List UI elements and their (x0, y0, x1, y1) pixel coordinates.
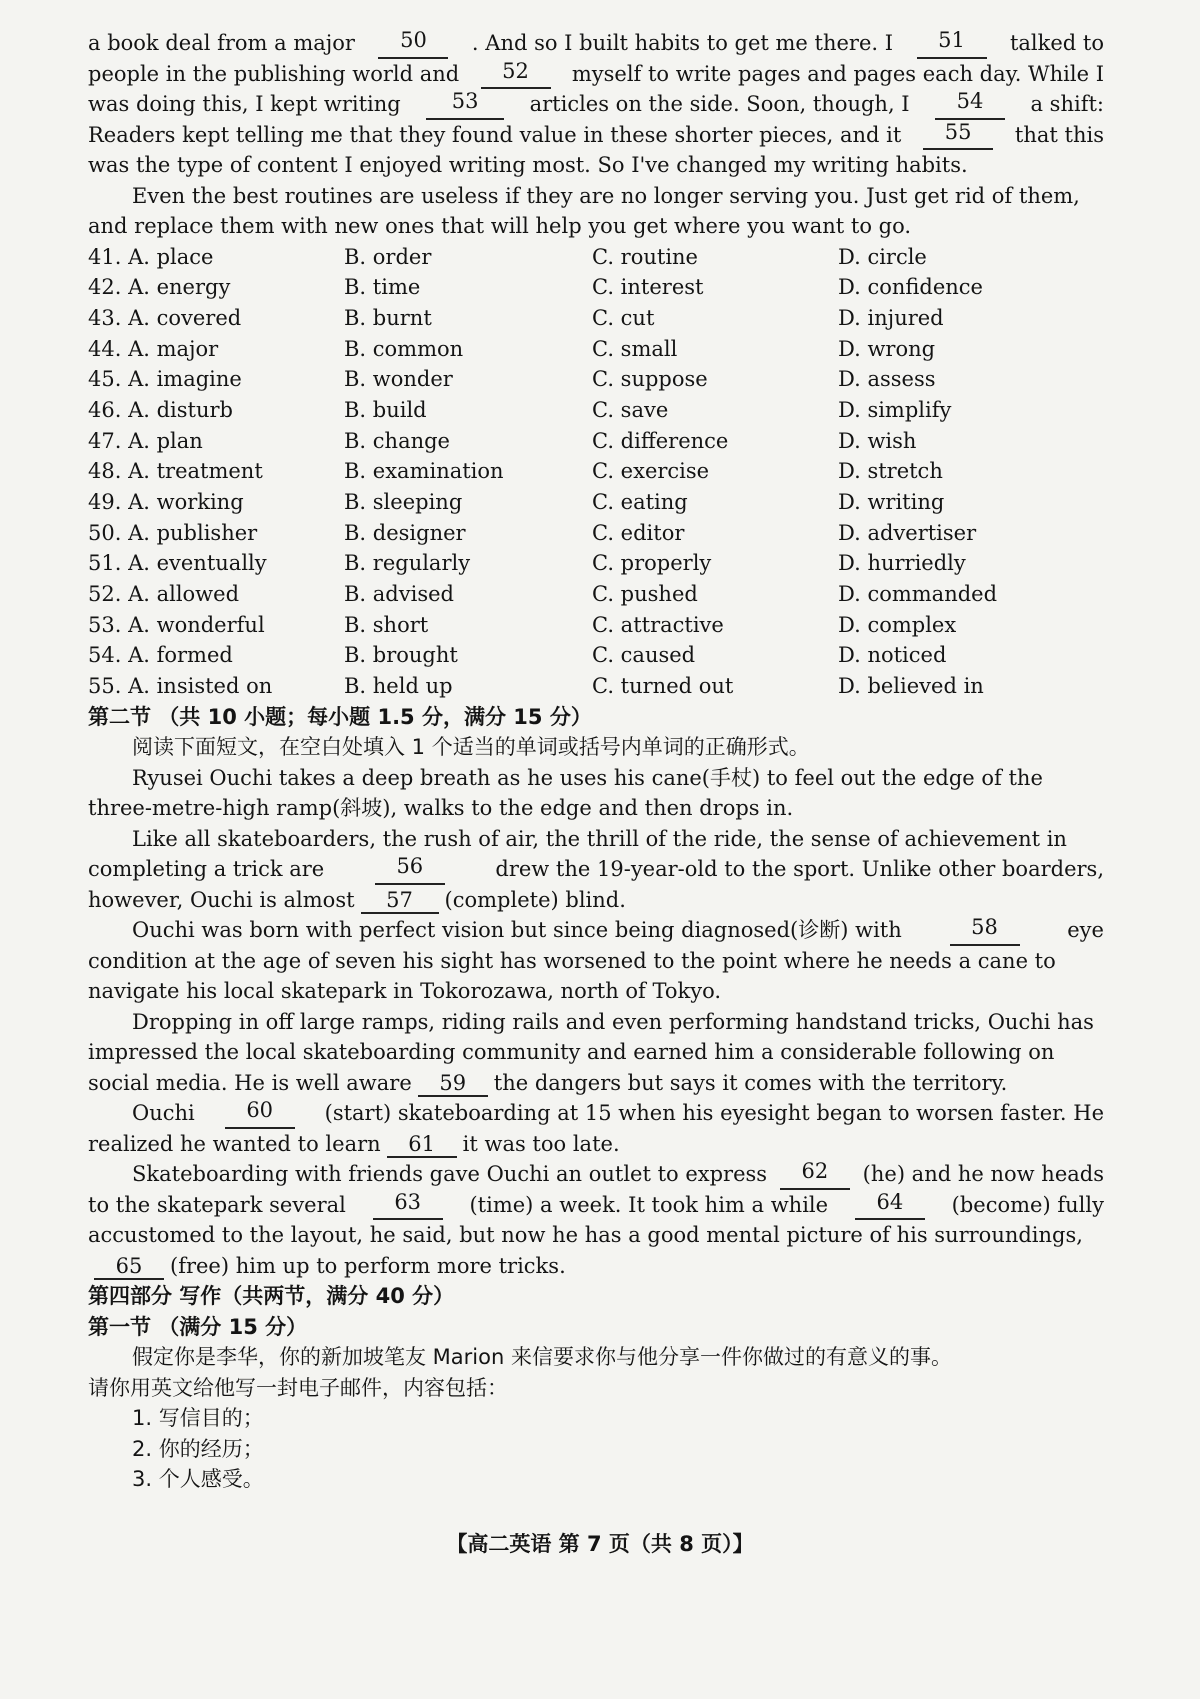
option-d: D. stretch (838, 459, 943, 484)
grammar-fill-passage (88, 763, 1104, 1282)
answer-blank-59: 59 (418, 1071, 488, 1097)
text-segment: to the skatepark several (88, 1192, 346, 1217)
answer-blank-60: 60 (225, 1098, 295, 1129)
text-segment: condition at the age of seven his sight has worsened to the point where he needs a cane to (88, 948, 1056, 973)
text-line (88, 1098, 1104, 1129)
question-row (88, 518, 1104, 549)
answer-blank-56: 56 (375, 854, 445, 885)
option-d: D. believed in (838, 674, 984, 699)
answer-blank-61: 61 (387, 1132, 457, 1158)
text-segment: social media. He is well aware (88, 1070, 412, 1095)
option-c: C. exercise (592, 459, 710, 484)
option-a: 55. A. insisted on (88, 674, 273, 699)
answer-blank-63: 63 (373, 1190, 443, 1221)
text-line (88, 1068, 1104, 1099)
option-c: C. caused (592, 643, 696, 668)
question-row (88, 640, 1104, 671)
answer-blank-57: 57 (361, 888, 439, 914)
option-b: B. short (344, 612, 429, 637)
option-d: D. assess (838, 367, 936, 392)
text-segment: (start) skateboarding at 15 when his eyesight began to worsen faster. He (324, 1101, 1104, 1126)
text-segment: Ouchi was born with perfect vision but since being diagnosed(诊断) with (132, 918, 902, 943)
text-segment: Dropping in off large ramps, riding rails and even performing handstand tricks, Ouchi has (132, 1009, 1094, 1034)
text-segment: articles on the side. Soon, though, I (529, 92, 910, 116)
option-c: C. properly (592, 551, 712, 576)
option-d: D. complex (838, 612, 957, 637)
option-c: C. difference (592, 428, 729, 453)
page-footer: 【高二英语 第 7 页（共 8 页）】 (446, 1532, 754, 1556)
text-line (88, 854, 1104, 885)
option-a: 43. A. covered (88, 305, 242, 330)
answer-blank-52: 52 (481, 59, 551, 90)
option-d: D. hurriedly (838, 551, 966, 576)
option-c: C. cut (592, 305, 655, 330)
answer-blank-54: 54 (935, 89, 1005, 120)
question-row (88, 610, 1104, 641)
text-line (88, 1159, 1104, 1190)
option-a: 46. A. disturb (88, 397, 233, 422)
passage-one-closing (88, 181, 1104, 242)
question-row (88, 303, 1104, 334)
option-d: D. injured (838, 305, 944, 330)
answer-blank-50: 50 (378, 28, 448, 59)
option-c: C. interest (592, 275, 704, 300)
option-c: C. small (592, 336, 678, 361)
option-c: C. eating (592, 490, 688, 514)
option-a: 45. A. imagine (88, 367, 242, 392)
text-line (88, 1007, 1104, 1038)
question-row (88, 487, 1104, 518)
text-line (88, 120, 1104, 151)
option-a: 48. A. treatment (88, 459, 263, 484)
answer-blank-58: 58 (950, 915, 1020, 946)
text-line (88, 763, 1104, 794)
text-line (88, 793, 1104, 824)
text-segment: (he) and he now heads (862, 1162, 1104, 1187)
text-segment: however, Ouchi is almost (88, 887, 355, 912)
option-d: D. wrong (838, 336, 936, 361)
option-b: B. advised (344, 582, 454, 607)
text-line (88, 59, 1104, 90)
option-c: C. pushed (592, 582, 698, 607)
option-a: 49. A. working (88, 490, 244, 514)
text-segment: realized he wanted to learn (88, 1131, 381, 1156)
text-segment: Ouchi (132, 1101, 195, 1126)
text-segment: . And so I built habits to get me there. I (471, 31, 894, 55)
option-d: D. wish (838, 428, 917, 453)
text-segment: a book deal from a major (88, 31, 355, 55)
text-segment: Ryusei Ouchi takes a deep breath as he uses his cane(手杖) to feel out the edge of the (132, 765, 1043, 790)
option-c: C. save (592, 397, 669, 422)
option-a: 47. A. plan (88, 428, 203, 453)
option-d: D. simplify (838, 397, 952, 422)
text-segment: three-metre-high ramp(斜坡), walks to the edge and then drops in. (88, 796, 794, 821)
option-b: B. regularly (344, 551, 471, 576)
text-segment: was the type of content I enjoyed writing most. So I've changed my writing habits. (88, 153, 968, 177)
text-line (88, 885, 1104, 916)
text-line (88, 89, 1104, 120)
option-b: B. change (344, 428, 450, 453)
option-d: D. circle (838, 244, 927, 269)
writing-item: 1. 写信目的； (132, 1406, 264, 1431)
option-a: 44. A. major (88, 336, 219, 361)
text-segment: the dangers but says it comes with the territory. (493, 1070, 1008, 1095)
text-segment: Skateboarding with friends gave Ouchi an outlet to express (132, 1162, 768, 1187)
question-row (88, 548, 1104, 579)
option-c: C. editor (592, 520, 685, 545)
option-b: B. build (344, 397, 427, 422)
option-a: 52. A. allowed (88, 582, 240, 607)
option-a: 41. A. place (88, 244, 214, 269)
text-segment: navigate his local skatepark in Tokorozawa, north of Tokyo. (88, 979, 722, 1004)
option-a: 53. A. wonderful (88, 612, 265, 637)
section-two-heading: 第二节 （共 10 小题；每小题 1.5 分，满分 15 分） (88, 704, 592, 729)
answer-blank-55: 55 (923, 120, 993, 151)
answer-blank-65: 65 (94, 1254, 164, 1280)
option-d: D. commanded (838, 582, 998, 607)
text-segment: (complete) blind. (444, 887, 626, 912)
writing-item: 2. 你的经历； (132, 1436, 264, 1461)
writing-prompt-line-1: 假定你是李华，你的新加坡笔友 Marion 来信要求你与他分享一件你做过的有意义的事。 (132, 1345, 952, 1370)
option-b: B. order (344, 244, 432, 269)
option-b: B. brought (344, 643, 458, 668)
text-line (88, 1251, 1104, 1282)
writing-section-one-heading: 第一节 （满分 15 分） (88, 1314, 308, 1339)
text-segment: a shift: (1030, 92, 1104, 116)
question-row (88, 671, 1104, 702)
writing-item: 3. 个人感受。 (132, 1467, 264, 1492)
text-segment: drew the 19-year-old to the sport. Unlike other boarders, (495, 857, 1104, 882)
question-row (88, 242, 1104, 273)
option-c: C. routine (592, 244, 698, 269)
closing-line: Even the best routines are useless if they are no longer serving you. Just get rid of them, (132, 183, 1080, 208)
option-b: B. wonder (344, 367, 453, 392)
text-line (88, 976, 1104, 1007)
text-line (88, 1129, 1104, 1160)
text-segment: Readers kept telling me that they found value in these shorter pieces, and it (88, 122, 902, 147)
option-d: D. writing (838, 490, 945, 514)
option-b: B. sleeping (344, 490, 463, 514)
text-line (88, 1190, 1104, 1221)
option-b: B. common (344, 336, 464, 361)
option-d: D. advertiser (838, 520, 977, 545)
text-line (88, 28, 1104, 59)
text-segment: impressed the local skateboarding community and earned him a considerable following on (88, 1040, 1055, 1065)
part-four-heading: 第四部分 写作（共两节，满分 40 分） (88, 1284, 455, 1309)
answer-blank-64: 64 (855, 1190, 925, 1221)
question-row (88, 456, 1104, 487)
passage-one-end (88, 28, 1104, 181)
option-b: B. designer (344, 520, 466, 545)
text-line (88, 150, 1104, 181)
option-d: D. confidence (838, 275, 983, 300)
text-segment: (become) fully (951, 1192, 1104, 1217)
option-c: C. suppose (592, 367, 708, 392)
question-row (88, 272, 1104, 303)
text-line (88, 824, 1104, 855)
writing-prompt-line-2: 请你用英文给他写一封电子邮件，内容包括： (88, 1375, 508, 1400)
question-row (88, 395, 1104, 426)
text-segment: (time) a week. It took him a while (469, 1192, 829, 1217)
option-a: 50. A. publisher (88, 520, 258, 545)
answer-blank-51: 51 (917, 28, 987, 59)
option-b: B. held up (344, 674, 453, 699)
answer-blank-53: 53 (426, 89, 504, 120)
text-segment: (free) him up to perform more tricks. (170, 1253, 566, 1278)
text-line (88, 946, 1104, 977)
question-row (88, 364, 1104, 395)
closing-line: and replace them with new ones that will help you get where you want to go. (88, 214, 912, 238)
section-two-instruction: 阅读下面短文，在空白处填入 1 个适当的单词或括号内单词的正确形式。 (132, 735, 810, 760)
text-segment: talked to (1009, 31, 1104, 55)
question-row (88, 426, 1104, 457)
cloze-options (88, 242, 1104, 702)
text-segment: eye (1067, 918, 1104, 943)
text-segment: that this (1014, 122, 1104, 147)
option-b: B. burnt (344, 305, 432, 330)
text-segment: it was too late. (462, 1131, 620, 1156)
question-row (88, 334, 1104, 365)
option-a: 51. A. eventually (88, 551, 267, 576)
text-segment: myself to write pages and pages each day. While I (571, 61, 1104, 86)
text-segment: accustomed to the layout, he said, but now he has a good mental picture of his surroundings, (88, 1223, 1083, 1248)
option-c: C. turned out (592, 674, 734, 699)
text-line (88, 1220, 1104, 1251)
text-line (88, 1037, 1104, 1068)
question-row (88, 579, 1104, 610)
text-line (88, 915, 1104, 946)
option-b: B. examination (344, 459, 504, 484)
option-b: B. time (344, 275, 421, 300)
option-a: 42. A. energy (88, 275, 231, 300)
answer-blank-62: 62 (780, 1159, 850, 1190)
option-c: C. attractive (592, 612, 724, 637)
text-segment: people in the publishing world and (88, 61, 460, 86)
option-a: 54. A. formed (88, 643, 233, 668)
option-d: D. noticed (838, 643, 947, 668)
text-segment: was doing this, I kept writing (88, 92, 401, 116)
text-segment: completing a trick are (88, 857, 325, 882)
text-segment: Like all skateboarders, the rush of air, the thrill of the ride, the sense of achievement in (132, 826, 1067, 851)
